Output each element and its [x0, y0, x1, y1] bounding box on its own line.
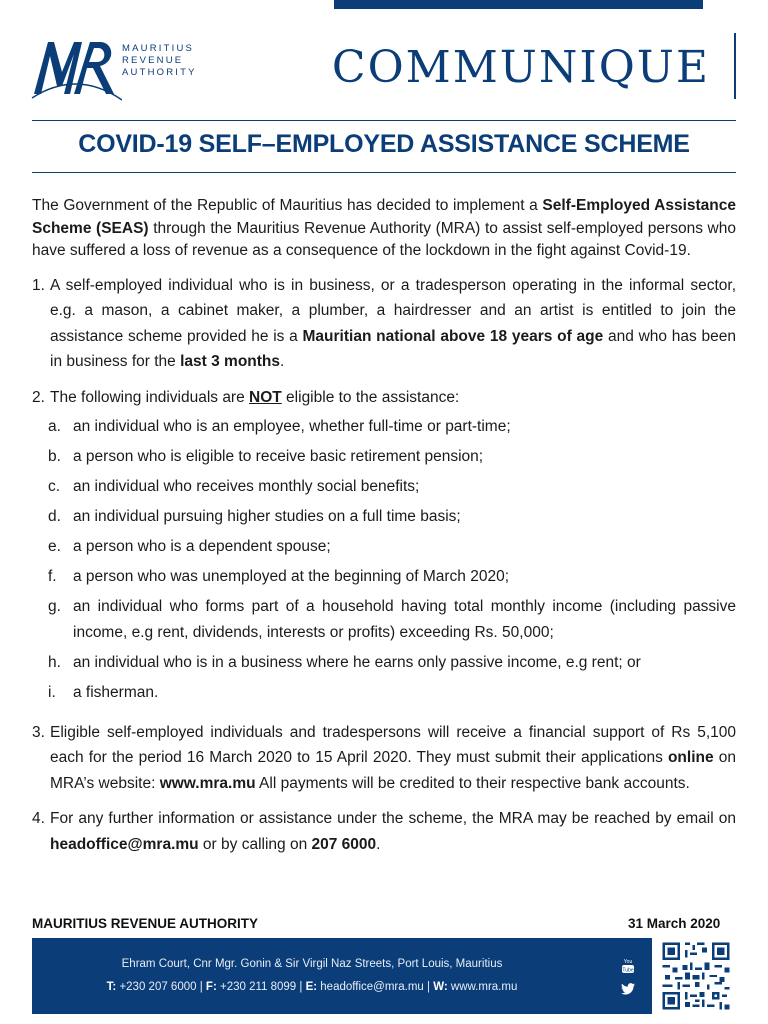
- item-1-bold-2: last 3 months: [180, 353, 281, 371]
- item-3-text-2: on MRA’s website:: [50, 749, 736, 792]
- item-1-text-2: and who has been in business for the: [50, 327, 736, 371]
- sub-item-i: [48, 680, 736, 705]
- item-number: 3.: [32, 723, 45, 741]
- communique-heading: COMMUNIQUE: [331, 42, 710, 93]
- item-3-bold-online: online: [667, 749, 714, 767]
- sub-letter: e.: [48, 538, 61, 556]
- item-1-text-3: .: [280, 353, 285, 371]
- mra-logo-mark: [30, 28, 122, 104]
- intro-text-2: through the Mauritius Revenue Authority (MRA) to assist self-employed persons who have suffered a loss of revenue as a consequence of the lockdown in the fight against Covid-19.: [32, 219, 736, 260]
- sub-item-f: [48, 564, 736, 589]
- item-number: 2.: [32, 388, 45, 406]
- item-4-email-link[interactable]: headoffice@mra.mu: [50, 835, 199, 853]
- item-text: [50, 720, 736, 797]
- separator: |: [427, 981, 430, 993]
- item-4-text-3: .: [376, 835, 381, 853]
- top-accent-bar: [334, 0, 703, 9]
- item-number: 1.: [32, 276, 45, 294]
- item-number: 4.: [32, 810, 45, 828]
- sub-letter: c.: [48, 478, 61, 496]
- item-text: [50, 273, 736, 375]
- item-4-text-2: or by calling on: [198, 835, 312, 853]
- footer-address: Ehram Court, Cnr Mgr. Gonin & Sir Virgil Naz Streets, Port Louis, Mauritius: [121, 958, 503, 970]
- sub-item-a: [48, 414, 736, 439]
- sub-text: a person who is a dependent spouse;: [73, 538, 331, 556]
- item-3-text-1: Eligible self-employed individuals and tradespersons will receive a financial support of Rs 5,100 each for the period 16 March 2020 to 15 April 2020. They must submit their applications: [50, 723, 736, 767]
- sub-item-b: [48, 444, 736, 469]
- list-item-1: [32, 273, 736, 375]
- footer-bar: [32, 938, 652, 1014]
- header-vertical-rule: [734, 33, 736, 99]
- item-2-underlined-not: NOT: [249, 388, 282, 406]
- item-2-text-2: eligible to the assistance:: [281, 388, 460, 406]
- sub-letter: g.: [48, 598, 61, 616]
- title-rule-bottom: [32, 172, 736, 173]
- email-label: E:: [305, 981, 318, 993]
- sub-letter: a.: [48, 418, 61, 436]
- fax-value: +230 211 8099: [216, 981, 300, 993]
- footer-website-link[interactable]: www.mra.mu: [447, 981, 518, 993]
- item-text: [50, 806, 736, 857]
- document-body: [32, 195, 736, 867]
- signature-date: 31 March 2020: [628, 916, 721, 931]
- logo-line-2: REVENUE: [122, 55, 184, 66]
- item-3-text-3: All payments will be credited to their respective bank accounts.: [255, 774, 690, 792]
- sub-item-d: [48, 504, 736, 529]
- svg-text:You: You: [623, 959, 633, 965]
- document-title: COVID-19 SELF–EMPLOYED ASSISTANCE SCHEME: [78, 130, 690, 158]
- twitter-icon[interactable]: [621, 982, 635, 1000]
- item-3-website-link[interactable]: www.mra.mu: [159, 774, 256, 792]
- item-1-bold-1: Mauritian national above 18 years of age: [302, 327, 604, 345]
- sub-item-c: [48, 474, 736, 499]
- separator: |: [199, 981, 203, 993]
- qr-code[interactable]: [660, 940, 732, 1012]
- sub-text: an individual who receives monthly social benefits;: [73, 478, 420, 496]
- mra-logo: [30, 28, 210, 104]
- footer-contacts: [32, 981, 592, 993]
- intro-bold-seas: Self-Employed Assistance Scheme (SEAS): [32, 197, 736, 237]
- list-item-3: [32, 720, 736, 797]
- logo-line-3: AUTHORITY: [122, 67, 197, 78]
- footer-email-link[interactable]: headoffice@mra.mu: [317, 981, 427, 993]
- ineligible-list: [48, 414, 736, 705]
- intro-text-1: The Government of the Republic of Mauritius has decided to implement a: [32, 197, 543, 214]
- sub-item-h: [48, 650, 736, 675]
- sub-item-e: [48, 534, 736, 559]
- list-item-4: [32, 806, 736, 857]
- signature-authority: MAURITIUS REVENUE AUTHORITY: [32, 916, 259, 931]
- sub-text: an individual who forms part of a household having total monthly income (including passive income, e.g rent, dividends, interests or profits) exceeding Rs. 50,000;: [73, 598, 736, 641]
- web-label: W:: [433, 981, 448, 993]
- sub-text: a person who was unemployed at the beginning of March 2020;: [73, 568, 510, 586]
- sub-letter: h.: [48, 653, 61, 671]
- logo-wordmark: [122, 43, 197, 79]
- title-rule-top: [32, 120, 736, 121]
- phone-value: +230 207 6000: [116, 981, 200, 993]
- sub-letter: d.: [48, 508, 61, 526]
- sub-text: a person who is eligible to receive basic retirement pension;: [73, 448, 484, 466]
- intro-paragraph: [32, 195, 736, 263]
- sub-item-g: [48, 594, 736, 645]
- logo-line-1: MAURITIUS: [122, 43, 195, 54]
- item-2-text-1: The following individuals are: [50, 388, 250, 406]
- sub-text: an individual who is in a business where he earns only passive income, e.g rent; or: [73, 653, 641, 671]
- sub-letter: i.: [48, 683, 56, 701]
- phone-label: T:: [106, 981, 117, 993]
- item-text: [50, 385, 736, 710]
- sub-text: an individual who is an employee, whether full-time or part-time;: [73, 418, 511, 436]
- separator: |: [299, 981, 303, 993]
- sub-letter: b.: [48, 448, 61, 466]
- item-1-text-1: A self-employed individual who is in business, or a tradesperson operating in the informal sector, e.g. a mason, a cabinet maker, a plumber, a hairdresser and an artist is entitled to join the assistance scheme provided he is a: [50, 276, 736, 345]
- sub-letter: f.: [48, 568, 57, 586]
- youtube-icon[interactable]: [621, 958, 635, 979]
- svg-text:Tube: Tube: [622, 967, 634, 974]
- item-4-text-1: For any further information or assistance under the scheme, the MRA may be reached by email on: [50, 810, 736, 828]
- sub-text: an individual pursuing higher studies on a full time basis;: [73, 508, 461, 526]
- item-4-phone-number: 207 6000: [311, 835, 377, 853]
- list-item-2: [32, 385, 736, 710]
- sub-text: a fisherman.: [73, 683, 159, 701]
- fax-label: F:: [205, 981, 217, 993]
